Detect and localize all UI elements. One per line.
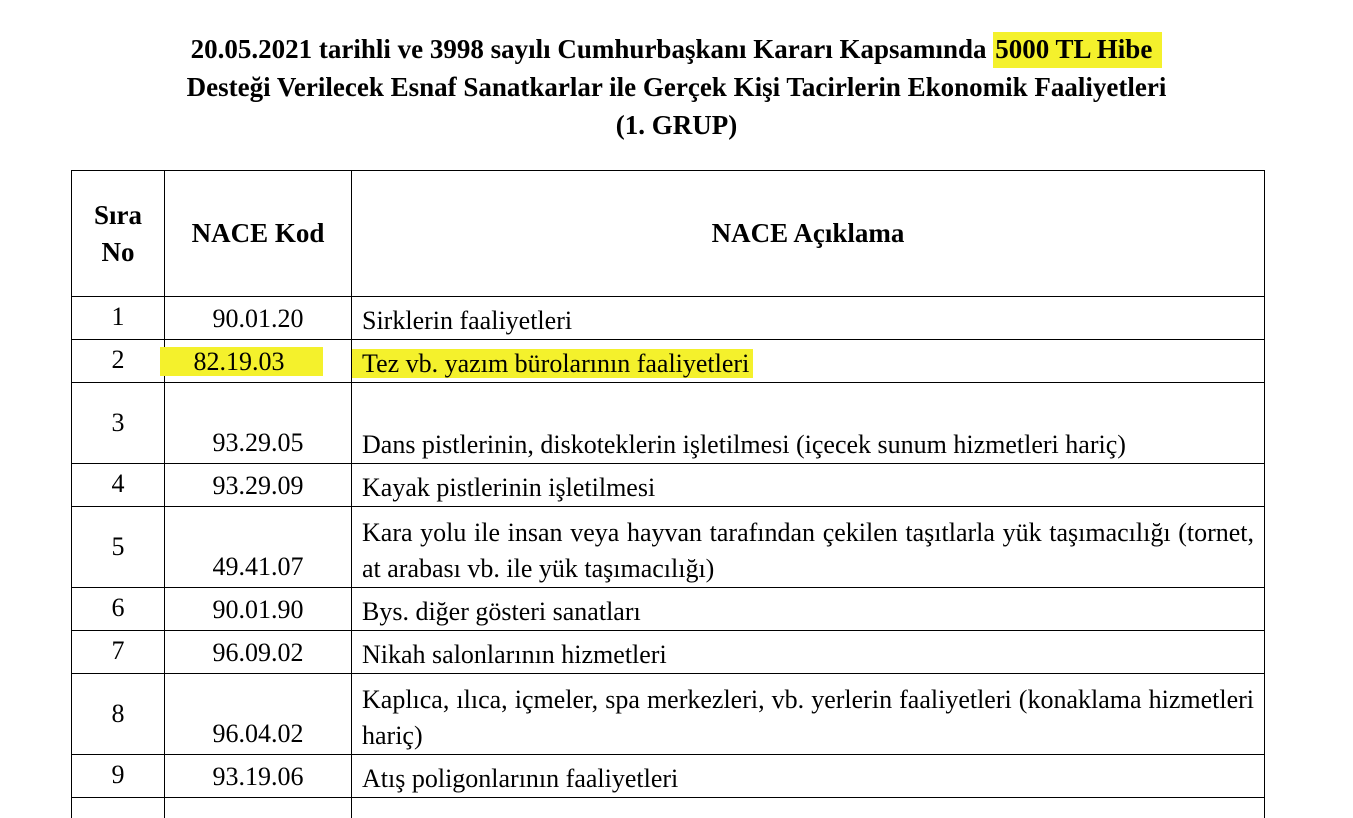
cell-sira: 9 bbox=[72, 755, 165, 798]
document-title bbox=[40, 30, 1313, 144]
highlighted-aciklama: Tez vb. yazım bürolarının faaliyetleri bbox=[352, 349, 753, 378]
column-header-sira: Sıra bbox=[72, 197, 164, 234]
cell-nace-aciklama bbox=[352, 340, 1265, 383]
cell-nace-aciklama: Nikah salonlarının hizmetleri bbox=[352, 631, 1265, 674]
nace-table bbox=[71, 170, 1265, 818]
cell-nace-kod: 90.01.90 bbox=[165, 588, 352, 631]
title-line-1-text: 20.05.2021 tarihli ve 3998 sayılı Cumhurbaşkanı Kararı Kapsamında bbox=[191, 34, 994, 64]
cell-sira: 3 bbox=[72, 383, 165, 464]
title-line-1 bbox=[40, 30, 1313, 68]
table-row bbox=[72, 340, 1265, 383]
column-header-nace-kod: NACE Kod bbox=[165, 171, 352, 297]
cell-nace-aciklama: Atış poligonlarının faaliyetleri bbox=[352, 755, 1265, 798]
highlighted-kod: 82.19.03 bbox=[160, 347, 323, 376]
table-row bbox=[72, 755, 1265, 798]
title-line-3: (1. GRUP) bbox=[40, 106, 1313, 144]
cell-nace-kod: 49.41.07 bbox=[165, 507, 352, 588]
table-row bbox=[72, 588, 1265, 631]
table-row-partial bbox=[72, 798, 1265, 818]
cell-nace-kod: 93.29.09 bbox=[165, 464, 352, 507]
cell-sira: 2 bbox=[72, 340, 165, 383]
cell-sira: 7 bbox=[72, 631, 165, 674]
table-row bbox=[72, 674, 1265, 755]
column-header-sira-no bbox=[72, 171, 165, 297]
table-row bbox=[72, 297, 1265, 340]
cell-empty bbox=[72, 798, 165, 818]
table-row bbox=[72, 464, 1265, 507]
cell-empty bbox=[352, 798, 1265, 818]
cell-sira: 8 bbox=[72, 674, 165, 755]
cell-nace-kod: 93.29.05 bbox=[165, 383, 352, 464]
table-header-row bbox=[72, 171, 1265, 297]
cell-nace-aciklama: Kara yolu ile insan veya hayvan tarafından çekilen taşıtlarla yük taşımacılığı (tornet, at arabası vb. ile yük taşımacılığı) bbox=[352, 507, 1265, 588]
cell-nace-kod bbox=[165, 340, 352, 383]
column-header-nace-aciklama: NACE Açıklama bbox=[352, 171, 1265, 297]
cell-sira: 4 bbox=[72, 464, 165, 507]
title-highlight: 5000 TL Hibe bbox=[993, 32, 1162, 68]
column-header-no: No bbox=[72, 234, 164, 271]
cell-nace-aciklama: Kaplıca, ılıca, içmeler, spa merkezleri, vb. yerlerin faaliyetleri (konaklama hizmetleri hariç) bbox=[352, 674, 1265, 755]
title-line-2: Desteği Verilecek Esnaf Sanatkarlar ile Gerçek Kişi Tacirlerin Ekonomik Faaliyetleri bbox=[40, 68, 1313, 106]
cell-nace-kod: 96.09.02 bbox=[165, 631, 352, 674]
cell-sira: 1 bbox=[72, 297, 165, 340]
cell-nace-kod: 96.04.02 bbox=[165, 674, 352, 755]
cell-empty bbox=[165, 798, 352, 818]
cell-nace-aciklama: Dans pistlerinin, diskoteklerin işletilmesi (içecek sunum hizmetleri hariç) bbox=[352, 383, 1265, 464]
cell-nace-aciklama: Bys. diğer gösteri sanatları bbox=[352, 588, 1265, 631]
cell-nace-kod: 93.19.06 bbox=[165, 755, 352, 798]
cell-nace-kod: 90.01.20 bbox=[165, 297, 352, 340]
cell-nace-aciklama: Kayak pistlerinin işletilmesi bbox=[352, 464, 1265, 507]
cell-nace-aciklama: Sirklerin faaliyetleri bbox=[352, 297, 1265, 340]
cell-sira: 5 bbox=[72, 507, 165, 588]
table-body bbox=[72, 297, 1265, 818]
table-row bbox=[72, 507, 1265, 588]
cell-sira: 6 bbox=[72, 588, 165, 631]
table-row bbox=[72, 383, 1265, 464]
table-row bbox=[72, 631, 1265, 674]
